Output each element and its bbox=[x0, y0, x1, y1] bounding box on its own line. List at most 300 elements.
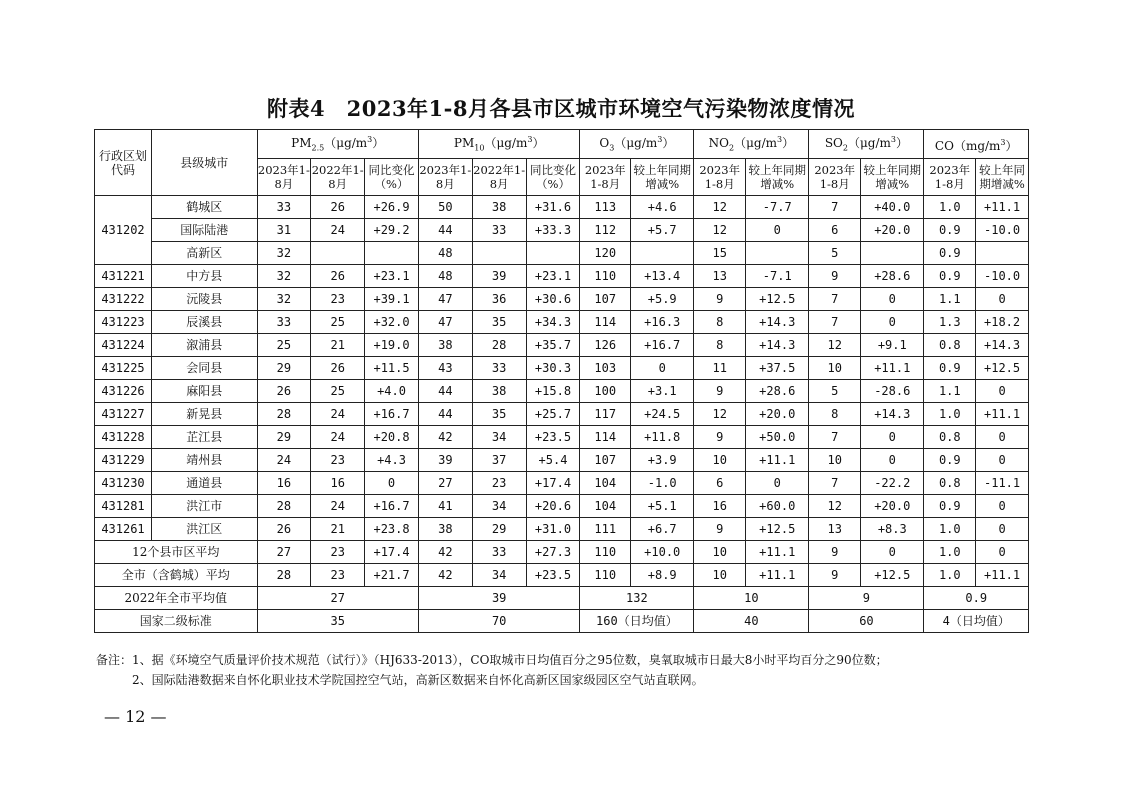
row-value: 9 bbox=[694, 380, 746, 403]
row-value: 39 bbox=[418, 587, 579, 610]
row-value: +20.0 bbox=[746, 403, 809, 426]
row-value: 9 bbox=[809, 265, 861, 288]
row-value: 35 bbox=[472, 403, 526, 426]
row-value: +6.7 bbox=[631, 518, 694, 541]
table-row bbox=[95, 219, 1029, 242]
row-city: 靖州县 bbox=[151, 449, 257, 472]
row-value: +30.6 bbox=[526, 288, 580, 311]
row-value: 50 bbox=[418, 196, 472, 219]
row-value: 0 bbox=[861, 426, 924, 449]
row-value: +17.4 bbox=[365, 541, 419, 564]
row-value: 10 bbox=[694, 541, 746, 564]
row-value: +11.1 bbox=[746, 541, 809, 564]
row-value: 1.0 bbox=[924, 564, 976, 587]
row-value: +30.3 bbox=[526, 357, 580, 380]
row-value: 27 bbox=[418, 472, 472, 495]
row-value: 29 bbox=[257, 426, 311, 449]
avg-2022-row-label: 2022年全市平均值 bbox=[95, 587, 258, 610]
row-value: +5.1 bbox=[631, 495, 694, 518]
row-value: 12 bbox=[809, 495, 861, 518]
row-value: +23.8 bbox=[365, 518, 419, 541]
row-value: 111 bbox=[580, 518, 631, 541]
row-value: 0 bbox=[861, 288, 924, 311]
row-value: 23 bbox=[311, 288, 365, 311]
row-value: 0.9 bbox=[924, 219, 976, 242]
row-value: +12.5 bbox=[746, 288, 809, 311]
row-value: 0 bbox=[746, 472, 809, 495]
row-value: 0 bbox=[976, 380, 1029, 403]
row-value: +19.0 bbox=[365, 334, 419, 357]
row-code: 431225 bbox=[95, 357, 152, 380]
row-value: 44 bbox=[418, 380, 472, 403]
row-value: 10 bbox=[694, 587, 809, 610]
row-value: 35 bbox=[472, 311, 526, 334]
row-value: +16.7 bbox=[365, 495, 419, 518]
header-2023: 2023年1-8月 bbox=[694, 159, 746, 196]
row-value: +14.3 bbox=[976, 334, 1029, 357]
row-code: 431229 bbox=[95, 449, 152, 472]
row-value: 12 bbox=[694, 403, 746, 426]
row-value: 1.3 bbox=[924, 311, 976, 334]
header-pollutant: $CO(mg/m^3)$ bbox=[924, 130, 1029, 159]
row-value: 35 bbox=[257, 610, 418, 633]
row-value bbox=[976, 242, 1029, 265]
row-value: 11 bbox=[694, 357, 746, 380]
row-value: -7.1 bbox=[746, 265, 809, 288]
row-value: +5.4 bbox=[526, 449, 580, 472]
row-value: 126 bbox=[580, 334, 631, 357]
header-pollutant: $O_3(\mu g/m^3)$ bbox=[580, 130, 694, 159]
row-city: 麻阳县 bbox=[151, 380, 257, 403]
row-value: 0 bbox=[631, 357, 694, 380]
row-value: -7.7 bbox=[746, 196, 809, 219]
row-value bbox=[746, 242, 809, 265]
row-value: 0 bbox=[976, 426, 1029, 449]
row-value: 104 bbox=[580, 472, 631, 495]
row-value: 0.8 bbox=[924, 472, 976, 495]
row-value: 6 bbox=[694, 472, 746, 495]
row-value: 0 bbox=[976, 541, 1029, 564]
row-value: 1.0 bbox=[924, 403, 976, 426]
row-code: 431261 bbox=[95, 518, 152, 541]
row-value: 24 bbox=[257, 449, 311, 472]
row-value: 29 bbox=[257, 357, 311, 380]
row-code: 431221 bbox=[95, 265, 152, 288]
row-value: +14.3 bbox=[746, 311, 809, 334]
row-code: 431230 bbox=[95, 472, 152, 495]
row-code: 431226 bbox=[95, 380, 152, 403]
row-value: 28 bbox=[257, 564, 311, 587]
row-value: 42 bbox=[418, 426, 472, 449]
row-value: 5 bbox=[809, 242, 861, 265]
row-value: +20.8 bbox=[365, 426, 419, 449]
row-value: 33 bbox=[472, 357, 526, 380]
row-value: 32 bbox=[257, 242, 311, 265]
row-value: 9 bbox=[809, 564, 861, 587]
row-value: 38 bbox=[472, 380, 526, 403]
average-row bbox=[95, 541, 1029, 564]
row-city: 国际陆港 bbox=[151, 219, 257, 242]
row-value bbox=[311, 242, 365, 265]
table-row bbox=[95, 242, 1029, 265]
row-value: 9 bbox=[694, 426, 746, 449]
header-city: 县级城市 bbox=[151, 130, 257, 196]
row-value: 10 bbox=[809, 449, 861, 472]
row-value: 8 bbox=[809, 403, 861, 426]
row-value: 0.9 bbox=[924, 495, 976, 518]
table-row bbox=[95, 288, 1029, 311]
row-value bbox=[472, 242, 526, 265]
row-city: 通道县 bbox=[151, 472, 257, 495]
row-value: 0.8 bbox=[924, 334, 976, 357]
row-value: +28.6 bbox=[746, 380, 809, 403]
row-value: 8 bbox=[694, 334, 746, 357]
average-label: 12个县市区平均 bbox=[95, 541, 258, 564]
header-change: 较上年同期增减% bbox=[631, 159, 694, 196]
header-pollutant: $NO_2(\mu g/m^3)$ bbox=[694, 130, 809, 159]
row-value: 7 bbox=[809, 426, 861, 449]
row-value: +23.5 bbox=[526, 426, 580, 449]
row-value: 7 bbox=[809, 472, 861, 495]
row-value: +32.0 bbox=[365, 311, 419, 334]
row-value: 0 bbox=[861, 311, 924, 334]
row-value: +12.5 bbox=[746, 518, 809, 541]
row-value: +11.1 bbox=[861, 357, 924, 380]
row-value: -1.0 bbox=[631, 472, 694, 495]
row-value: -10.0 bbox=[976, 219, 1029, 242]
row-value: 37 bbox=[472, 449, 526, 472]
row-value: +24.5 bbox=[631, 403, 694, 426]
row-value: 0.8 bbox=[924, 426, 976, 449]
row-value: 104 bbox=[580, 495, 631, 518]
row-value: 44 bbox=[418, 219, 472, 242]
row-value: 31 bbox=[257, 219, 311, 242]
row-value bbox=[365, 242, 419, 265]
row-value: 25 bbox=[311, 380, 365, 403]
row-value: 36 bbox=[472, 288, 526, 311]
row-value: 4（日均值） bbox=[924, 610, 1029, 633]
row-value: 29 bbox=[472, 518, 526, 541]
row-value: 16 bbox=[311, 472, 365, 495]
row-value: 160（日均值） bbox=[580, 610, 694, 633]
row-value: 60 bbox=[809, 610, 924, 633]
row-value: 48 bbox=[418, 265, 472, 288]
row-value: 33 bbox=[257, 311, 311, 334]
row-value: 120 bbox=[580, 242, 631, 265]
row-value: -10.0 bbox=[976, 265, 1029, 288]
row-value: 32 bbox=[257, 288, 311, 311]
row-value: 47 bbox=[418, 311, 472, 334]
row-value: +13.4 bbox=[631, 265, 694, 288]
row-value: 117 bbox=[580, 403, 631, 426]
row-value: 42 bbox=[418, 564, 472, 587]
row-value: +23.5 bbox=[526, 564, 580, 587]
table-row bbox=[95, 426, 1029, 449]
row-value: 110 bbox=[580, 541, 631, 564]
note-1: 备注：1、据《环境空气质量评价技术规范（试行）》（HJ633-2013），CO取城市日均值百分之95位数，臭氧取城市日最大8小时平均百分之90位数； bbox=[96, 653, 888, 667]
row-value: 0.9 bbox=[924, 242, 976, 265]
row-code: 431202 bbox=[95, 196, 152, 265]
header-pollutant: $SO_2(\mu g/m^3)$ bbox=[809, 130, 924, 159]
row-value: 34 bbox=[472, 564, 526, 587]
row-value: 1.0 bbox=[924, 196, 976, 219]
row-value: +20.6 bbox=[526, 495, 580, 518]
row-value: 39 bbox=[418, 449, 472, 472]
header-change: 较上年同期增减% bbox=[746, 159, 809, 196]
row-value: 0 bbox=[976, 449, 1029, 472]
row-value: 113 bbox=[580, 196, 631, 219]
row-value: 1.0 bbox=[924, 518, 976, 541]
row-city: 高新区 bbox=[151, 242, 257, 265]
row-value: +14.3 bbox=[861, 403, 924, 426]
row-value: 16 bbox=[257, 472, 311, 495]
row-value: 0 bbox=[976, 495, 1029, 518]
row-city: 辰溪县 bbox=[151, 311, 257, 334]
row-value: +20.0 bbox=[861, 219, 924, 242]
row-value: 70 bbox=[418, 610, 579, 633]
row-value: 13 bbox=[809, 518, 861, 541]
row-value: +15.8 bbox=[526, 380, 580, 403]
row-value: 12 bbox=[694, 219, 746, 242]
header-yoy: 同比变化（%） bbox=[365, 159, 419, 196]
row-value: +8.3 bbox=[861, 518, 924, 541]
row-value: 8 bbox=[694, 311, 746, 334]
row-city: 洪江区 bbox=[151, 518, 257, 541]
header-2023: 2023年1-8月 bbox=[418, 159, 472, 196]
row-value: 0 bbox=[976, 288, 1029, 311]
row-value: 21 bbox=[311, 518, 365, 541]
row-value: +16.7 bbox=[631, 334, 694, 357]
row-value: +16.3 bbox=[631, 311, 694, 334]
average-label: 全市（含鹤城）平均 bbox=[95, 564, 258, 587]
table-row bbox=[95, 196, 1029, 219]
row-value: 9 bbox=[809, 541, 861, 564]
notes bbox=[96, 650, 888, 690]
row-value: 23 bbox=[311, 449, 365, 472]
row-value: +26.9 bbox=[365, 196, 419, 219]
header-2022: 2022年1-8月 bbox=[472, 159, 526, 196]
row-value: +10.0 bbox=[631, 541, 694, 564]
row-code: 431281 bbox=[95, 495, 152, 518]
row-value: 25 bbox=[311, 311, 365, 334]
row-value: 10 bbox=[809, 357, 861, 380]
row-value: 24 bbox=[311, 495, 365, 518]
row-value: 6 bbox=[809, 219, 861, 242]
header-pollutant: $PM_{10}(\mu g/m^3)$ bbox=[418, 130, 579, 159]
row-value: 107 bbox=[580, 288, 631, 311]
page-number: — 12 — bbox=[104, 707, 167, 726]
row-value: +3.9 bbox=[631, 449, 694, 472]
note-2: 2、国际陆港数据来自怀化职业技术学院国控空气站，高新区数据来自怀化高新区国家级园区空气站直联网。 bbox=[132, 673, 704, 687]
row-value: +11.1 bbox=[746, 564, 809, 587]
row-value: +11.1 bbox=[976, 196, 1029, 219]
row-value: 132 bbox=[580, 587, 694, 610]
row-value: 23 bbox=[472, 472, 526, 495]
row-value: 23 bbox=[311, 564, 365, 587]
row-value: +20.0 bbox=[861, 495, 924, 518]
row-value: 5 bbox=[809, 380, 861, 403]
row-value: 27 bbox=[257, 541, 311, 564]
row-city: 芷江县 bbox=[151, 426, 257, 449]
row-value: -22.2 bbox=[861, 472, 924, 495]
header-code: 行政区划代码 bbox=[95, 130, 152, 196]
row-value: 114 bbox=[580, 311, 631, 334]
row-value: +12.5 bbox=[861, 564, 924, 587]
row-code: 431223 bbox=[95, 311, 152, 334]
row-value: +11.1 bbox=[746, 449, 809, 472]
header-change: 较上年同期增减% bbox=[976, 159, 1029, 196]
row-value: +18.2 bbox=[976, 311, 1029, 334]
row-city: 新晃县 bbox=[151, 403, 257, 426]
row-value: 13 bbox=[694, 265, 746, 288]
row-value: 107 bbox=[580, 449, 631, 472]
row-value: +39.1 bbox=[365, 288, 419, 311]
row-value: 9 bbox=[809, 587, 924, 610]
row-value: 27 bbox=[257, 587, 418, 610]
row-value: 24 bbox=[311, 219, 365, 242]
row-value: +8.9 bbox=[631, 564, 694, 587]
table-row bbox=[95, 380, 1029, 403]
row-value: 38 bbox=[418, 518, 472, 541]
standard-row bbox=[95, 610, 1029, 633]
table-row bbox=[95, 334, 1029, 357]
row-city: 会同县 bbox=[151, 357, 257, 380]
row-value: 1.1 bbox=[924, 380, 976, 403]
table-row bbox=[95, 472, 1029, 495]
row-value: +27.3 bbox=[526, 541, 580, 564]
row-value: +11.5 bbox=[365, 357, 419, 380]
row-value: 112 bbox=[580, 219, 631, 242]
header-pollutant: $PM_{2.5}(\mu g/m^3)$ bbox=[257, 130, 418, 159]
row-value: +4.3 bbox=[365, 449, 419, 472]
row-value: 44 bbox=[418, 403, 472, 426]
row-value: 0 bbox=[976, 518, 1029, 541]
row-value: 34 bbox=[472, 495, 526, 518]
row-value: +31.6 bbox=[526, 196, 580, 219]
table-row bbox=[95, 403, 1029, 426]
row-value: 26 bbox=[311, 265, 365, 288]
row-value: +23.1 bbox=[526, 265, 580, 288]
row-code: 431224 bbox=[95, 334, 152, 357]
row-value: 0 bbox=[365, 472, 419, 495]
header-2023: 2023年1-8月 bbox=[580, 159, 631, 196]
row-value: 28 bbox=[257, 403, 311, 426]
row-value: 38 bbox=[472, 196, 526, 219]
row-value: +37.5 bbox=[746, 357, 809, 380]
row-value: 0.9 bbox=[924, 587, 1029, 610]
row-value: 0 bbox=[861, 541, 924, 564]
row-value: +23.1 bbox=[365, 265, 419, 288]
row-value: +16.7 bbox=[365, 403, 419, 426]
row-value: 26 bbox=[257, 380, 311, 403]
table-row bbox=[95, 518, 1029, 541]
row-code: 431222 bbox=[95, 288, 152, 311]
row-value: 7 bbox=[809, 311, 861, 334]
avg-2022-row bbox=[95, 587, 1029, 610]
row-value: 47 bbox=[418, 288, 472, 311]
header-2023: 2023年1-8月 bbox=[809, 159, 861, 196]
header-2022: 2022年1-8月 bbox=[311, 159, 365, 196]
row-value: +5.7 bbox=[631, 219, 694, 242]
row-value: 114 bbox=[580, 426, 631, 449]
row-value: 42 bbox=[418, 541, 472, 564]
row-value: 110 bbox=[580, 564, 631, 587]
row-value: 12 bbox=[694, 196, 746, 219]
row-value: 21 bbox=[311, 334, 365, 357]
row-value: +9.1 bbox=[861, 334, 924, 357]
row-value: 28 bbox=[472, 334, 526, 357]
row-value: 24 bbox=[311, 403, 365, 426]
row-value: +40.0 bbox=[861, 196, 924, 219]
row-value: +31.0 bbox=[526, 518, 580, 541]
row-value: +35.7 bbox=[526, 334, 580, 357]
header-2023: 2023年1-8月 bbox=[924, 159, 976, 196]
page-title: 附表4 2023年1-8月各县市区城市环境空气污染物浓度情况 bbox=[267, 96, 855, 121]
row-code: 431227 bbox=[95, 403, 152, 426]
pollution-table bbox=[94, 129, 1029, 633]
row-value bbox=[631, 242, 694, 265]
row-value: 0.9 bbox=[924, 357, 976, 380]
table-row bbox=[95, 495, 1029, 518]
row-value: +14.3 bbox=[746, 334, 809, 357]
row-value: +34.3 bbox=[526, 311, 580, 334]
header-yoy: 同比变化（%） bbox=[526, 159, 580, 196]
row-value: 16 bbox=[694, 495, 746, 518]
row-city: 鹤城区 bbox=[151, 196, 257, 219]
row-value: 0.9 bbox=[924, 449, 976, 472]
row-value: 26 bbox=[311, 196, 365, 219]
row-value: 38 bbox=[418, 334, 472, 357]
row-value: 1.0 bbox=[924, 541, 976, 564]
row-value: 28 bbox=[257, 495, 311, 518]
row-code: 431228 bbox=[95, 426, 152, 449]
row-value: +17.4 bbox=[526, 472, 580, 495]
row-value: 15 bbox=[694, 242, 746, 265]
average-row bbox=[95, 564, 1029, 587]
row-value: 41 bbox=[418, 495, 472, 518]
row-value: +5.9 bbox=[631, 288, 694, 311]
row-value: 9 bbox=[694, 518, 746, 541]
table-row bbox=[95, 311, 1029, 334]
header-change: 较上年同期增减% bbox=[861, 159, 924, 196]
row-value: 24 bbox=[311, 426, 365, 449]
row-value: 33 bbox=[472, 219, 526, 242]
row-value: 25 bbox=[257, 334, 311, 357]
row-value: +11.1 bbox=[976, 564, 1029, 587]
row-value: 1.1 bbox=[924, 288, 976, 311]
row-value: +4.6 bbox=[631, 196, 694, 219]
row-value: 23 bbox=[311, 541, 365, 564]
row-value: +60.0 bbox=[746, 495, 809, 518]
row-value: 34 bbox=[472, 426, 526, 449]
row-value: +29.2 bbox=[365, 219, 419, 242]
row-city: 沅陵县 bbox=[151, 288, 257, 311]
row-value: 26 bbox=[257, 518, 311, 541]
row-value: 12 bbox=[809, 334, 861, 357]
row-value: 103 bbox=[580, 357, 631, 380]
row-value: 0 bbox=[746, 219, 809, 242]
row-value: 7 bbox=[809, 288, 861, 311]
row-value: 43 bbox=[418, 357, 472, 380]
row-value: +11.8 bbox=[631, 426, 694, 449]
row-city: 洪江市 bbox=[151, 495, 257, 518]
table-row bbox=[95, 357, 1029, 380]
row-value: 9 bbox=[694, 288, 746, 311]
row-value: +12.5 bbox=[976, 357, 1029, 380]
row-value: 48 bbox=[418, 242, 472, 265]
row-value: 7 bbox=[809, 196, 861, 219]
row-value: 39 bbox=[472, 265, 526, 288]
